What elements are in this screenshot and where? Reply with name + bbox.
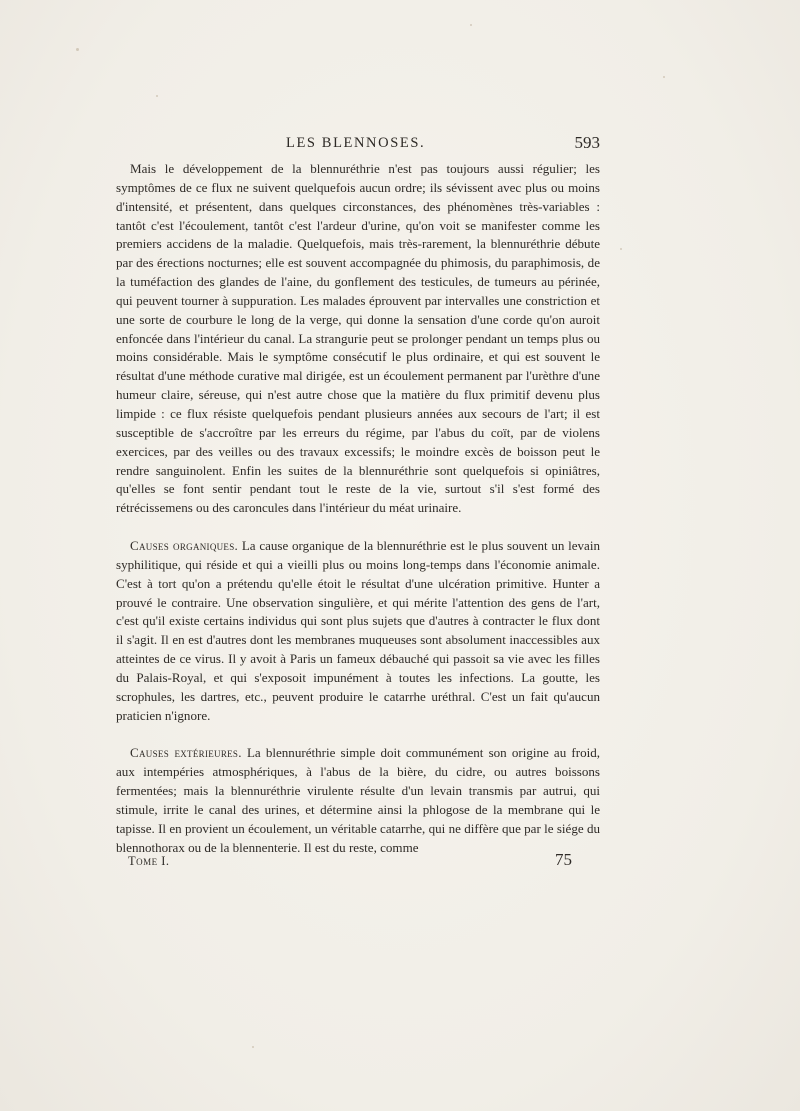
paragraph-development bbox=[116, 160, 600, 518]
paragraph-text: La blennuréthrie simple doit communément son origine au froid, aux intempéries atmosphériques, à l'abus de la bière, du cidre, ou autres boissons fermentées; mais la blennuréthrie virulente résulte d'un levain transmis par autrui, qui stimule, irrite le canal des urines, et détermine ainsi la phlogose de la membrane qui le tapisse. Il en provient un écoulement, un véritable catarrhe, qui ne diffère que par le siége du blennothorax ou de la blennenterie. Il est du reste, comme bbox=[116, 745, 600, 855]
paragraph-text: La cause organique de la blennuréthrie est le plus souvent un levain syphilitique, qui réside et qui a vieilli plus ou moins long-temps dans l'économie animale. C'est à tort qu'on a prétendu qu'elle étoit le résultat d'une ulcération primitive. Hunter a prouvé le contraire. Une observation singulière, et qui mérite l'attention des gens de l'art, c'est qu'il existe certains individus qui sont plus sujets que d'autres à contracter le flux dont il s'agit. Il en est d'autres dont les membranes muqueuses sont absolument inaccessibles aux atteintes de ce virus. Il y avoit à Paris un fameux débauché qui passoit sa vie avec les filles du Palais-Royal, et qui s'exposoit impunément à toutes les infections. La goutte, les scrophules, les dartres, etc., peuvent produire le catarrhe uréthral. C'est un fait qu'aucun praticien n'ignore. bbox=[116, 538, 600, 723]
volume-label: Tome I. bbox=[128, 854, 170, 868]
section-heading-causes-exterieures: Causes extérieures. bbox=[130, 745, 242, 761]
paper-speck bbox=[663, 76, 665, 78]
paragraph-causes-exterieures bbox=[116, 744, 600, 857]
signature-mark: 75 bbox=[555, 850, 572, 869]
section-heading-causes-organiques: Causes organiques. bbox=[130, 538, 239, 554]
paper-speck bbox=[76, 48, 79, 51]
paragraph-causes-organiques bbox=[116, 537, 600, 725]
paper-speck bbox=[470, 24, 472, 26]
page-footer bbox=[128, 850, 572, 876]
running-header bbox=[116, 133, 600, 157]
paper-speck bbox=[156, 95, 158, 97]
page-number: 593 bbox=[574, 133, 600, 152]
paragraph-text: Mais le développement de la blennuréthrie n'est pas toujours aussi régulier; les symptômes de ce flux ne suivent quelquefois aucun ordre; ils sévissent avec plus ou moins d'intensité, et présentent, dans quelques circonstances, des phénomènes très-variables : tantôt c'est l'écoulement, tantôt c'est l'ardeur d'urine, qu'on voit se manifester comme les premiers accidens de la maladie. Quelquefois, mais très-rarement, la blennuréthrie débute par des érections nocturnes; elle est souvent accompagnée du phimosis, du paraphimosis, de la tuméfaction des glandes de l'aine, du gonflement des testicules, de tumeurs au périnée, qui peuvent tourner à suppuration. Les malades éprouvent par intervalles une constriction et une sorte de courbure le long de la verge, qui donne la sensation d'une corde qu'on auroit enfoncée dans l'intérieur du canal. La strangurie peut se prolonger pendant un temps plus ou moins considérable. Mais le symptôme consécutif le plus ordinaire, et qui est souvent le résultat d'une méthode curative mal dirigée, est un écoulement permanent par l'urèthre d'une humeur claire, séreuse, qui n'est autre chose que la matière du flux primitif devenu plus limpide : ce flux résiste quelquefois pendant plusieurs années aux secours de l'art; il est susceptible de s'accroître par les erreurs du régime, par l'abus du coït, par de violens exercices, par des veilles ou des travaux excessifs; le moindre excès de boisson peut le rendre sanguinolent. Enfin les suites de la blennuréthrie sont quelquefois si opiniâtres, qu'elles se font sentir pendant tout le reste de la vie, surtout s'il s'est formé des rétrécissemens ou des caroncules dans l'intérieur du méat urinaire. bbox=[116, 161, 600, 516]
paper-speck bbox=[620, 248, 622, 250]
paper-speck bbox=[252, 1046, 254, 1048]
body-text bbox=[116, 160, 600, 858]
running-title: LES BLENNOSES. bbox=[286, 135, 426, 151]
